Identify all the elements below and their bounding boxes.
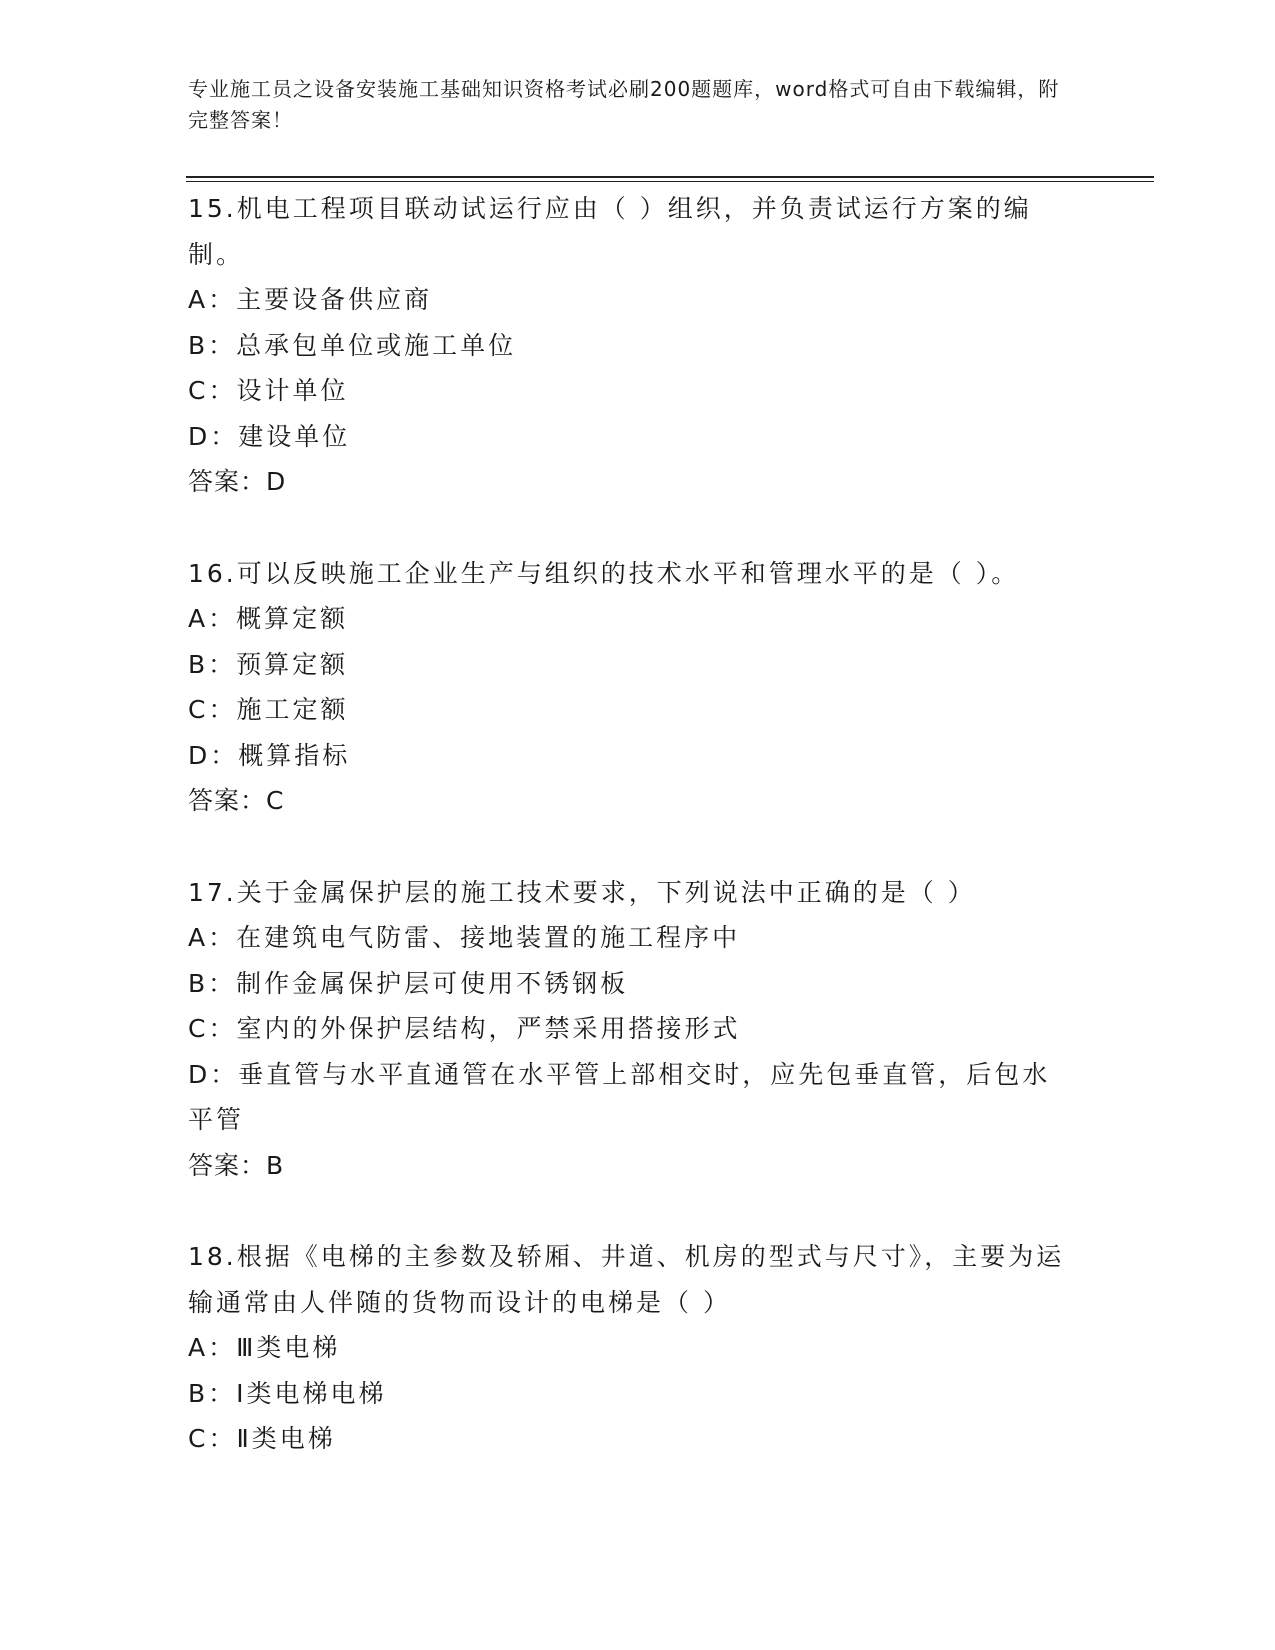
option-a: A：概算定额	[188, 604, 349, 633]
option-a: A：在建筑电气防雷、接地装置的施工程序中	[188, 923, 741, 952]
option-c: C：Ⅱ类电梯	[188, 1424, 336, 1453]
option-d: D：概算指标	[188, 740, 351, 770]
document-header: 专业施工员之设备安装施工基础知识资格考试必刷200题题库，word格式可自由下载编辑，附完整答案！	[188, 77, 1060, 132]
question-item	[188, 1234, 1068, 1462]
header-divider-thin	[186, 181, 1154, 182]
option-d: D：建设单位	[188, 421, 351, 451]
answer-line: 答案：D	[188, 467, 287, 496]
option-b: B：总承包单位或施工单位	[188, 330, 517, 360]
question-list	[188, 186, 1068, 1508]
question-item	[188, 870, 1068, 1189]
answer-line: 答案：B	[188, 1150, 285, 1180]
question-item	[188, 551, 1068, 824]
question-stem: 17.关于金属保护层的施工技术要求，下列说法中正确的是（ ）	[188, 877, 976, 907]
option-b: B：预算定额	[188, 649, 349, 679]
question-stem: 16.可以反映施工企业生产与组织的技术水平和管理水平的是（ ）。	[188, 558, 1020, 588]
option-c: C：设计单位	[188, 376, 349, 405]
answer-line: 答案：C	[188, 786, 285, 815]
option-a: A：Ⅲ类电梯	[188, 1333, 341, 1362]
option-b: B：制作金属保护层可使用不锈钢板	[188, 968, 629, 998]
option-c: C：室内的外保护层结构，严禁采用搭接形式	[188, 1014, 741, 1043]
question-stem: 18.根据《电梯的主参数及轿厢、井道、机房的型式与尺寸》，主要为运输通常由人伴随的货物而设计的电梯是（ ）	[188, 1242, 1065, 1317]
option-a: A：主要设备供应商	[188, 285, 433, 314]
option-b: B：Ⅰ类电梯电梯	[188, 1378, 387, 1408]
option-d: D：垂直管与水平直通管在水平管上部相交时，应先包垂直管，后包水平管	[188, 1059, 1051, 1134]
question-stem: 15.机电工程项目联动试运行应由（ ）组织，并负责试运行方案的编制。	[188, 194, 1032, 269]
header-divider-thick	[186, 176, 1154, 178]
question-item	[188, 186, 1068, 505]
option-c: C：施工定额	[188, 695, 349, 724]
